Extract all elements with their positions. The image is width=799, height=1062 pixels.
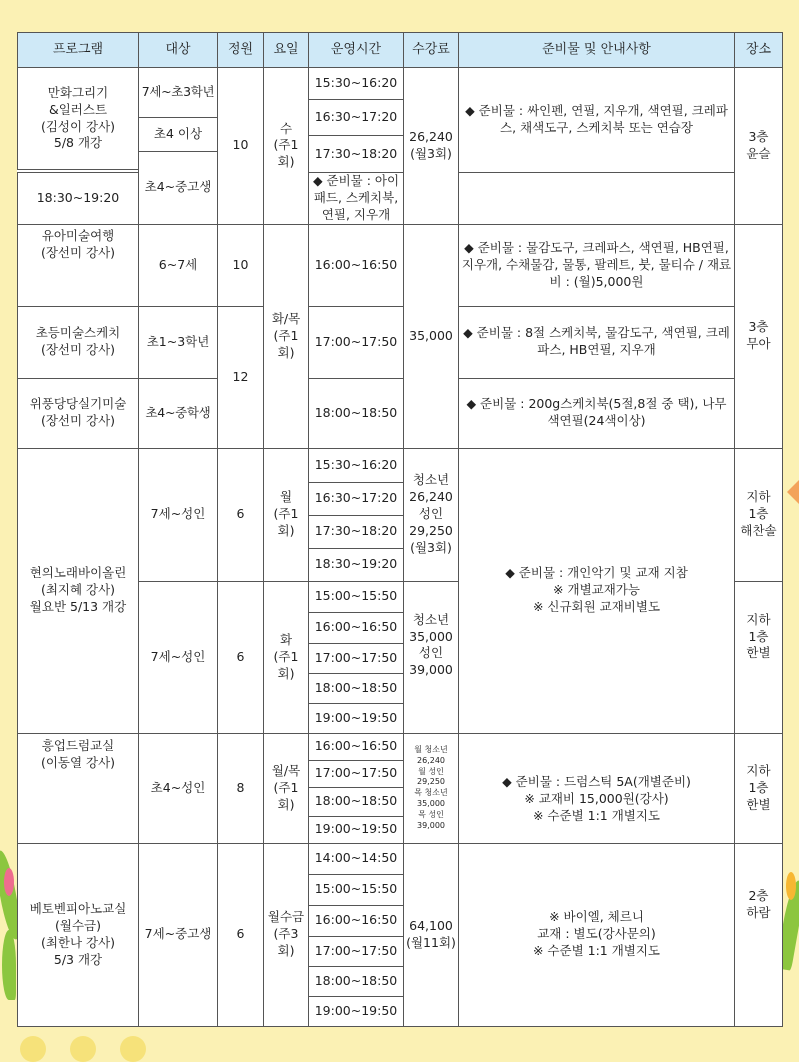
target: 6~7세 (139, 224, 218, 306)
header-notes: 준비물 및 안내사항 (459, 33, 735, 68)
header-program: 프로그램 (18, 33, 139, 68)
arrow-icon (787, 480, 799, 504)
header-target: 대상 (139, 33, 218, 68)
notes: ◆ 준비물 : 8절 스케치북, 물감도구, 색연필, 크레파스, HB연필, 지우개 (459, 306, 735, 378)
place: 3층 윤슬 (735, 68, 783, 225)
time-slot: 15:00~15:50 (309, 874, 404, 905)
target: 초1~3학년 (139, 306, 218, 378)
notes: ◆ 준비물 : 물감도구, 크레파스, 색연필, HB연필, 지우개, 수채물감, 물통, 팔레트, 붓, 물티슈 / 재료비 : (월)5,000원 (459, 224, 735, 306)
program-schedule-table (17, 32, 783, 1027)
target: 7세~성인 (139, 448, 218, 581)
place: 지하 1층 해찬솔 (735, 448, 783, 581)
flower-icon (786, 872, 796, 900)
days: 월/목 (주1회) (264, 733, 309, 843)
time-slot: 17:00~17:50 (309, 306, 404, 378)
time-slot: 18:30~19:20 (18, 173, 139, 225)
program-name: 현의노래바이올린 (최지혜 강사) 월요반 5/13 개강 (18, 448, 139, 733)
place: 지하 1층 한별 (735, 581, 783, 733)
table-row (18, 306, 783, 378)
header-capacity: 정원 (218, 33, 264, 68)
days: 화 (주1회) (264, 581, 309, 733)
note-line: ※ 수준별 1:1 개별지도 (532, 943, 661, 959)
time-slot: 17:30~18:20 (309, 515, 404, 548)
fee: 청소년 26,240 성인 29,250 (월3회) (404, 448, 459, 581)
program-name: 베토벤피아노교실 (월수금) (최한나 강사) 5/3 개강 (18, 843, 139, 1026)
notes (459, 733, 735, 843)
place: 지하 1층 한별 (735, 733, 783, 843)
program-name: 흥업드럼교실 (이동열 강사) (18, 733, 139, 843)
fee: 35,000 (404, 224, 459, 448)
program-name: 유아미술여행 (장선미 강사) (18, 224, 139, 306)
days: 화/목 (주1회) (264, 224, 309, 448)
time-slot: 17:00~17:50 (309, 643, 404, 673)
table-row (18, 68, 783, 100)
note-line: ※ 교재비 15,000원(강사) (524, 790, 669, 806)
capacity: 12 (218, 306, 264, 448)
leaf-icon (2, 930, 16, 1000)
table-row (18, 843, 783, 874)
time-slot: 16:00~16:50 (309, 224, 404, 306)
note-line: ◆ 준비물 : 개인악기 및 교재 지참 (505, 565, 688, 581)
time-slot: 15:30~16:20 (309, 68, 404, 100)
fee: 청소년 35,000 성인 39,000 (404, 581, 459, 733)
time-slot: 16:00~16:50 (309, 905, 404, 936)
time-slot: 18:00~18:50 (309, 673, 404, 703)
header-place: 장소 (735, 33, 783, 68)
notes: ◆ 준비물 : 싸인펜, 연필, 지우개, 색연필, 크레파스, 채색도구, 스케치북 또는 연습장 (459, 68, 735, 173)
target: 초4~중고생 (139, 152, 218, 225)
table-row (18, 173, 783, 199)
notes (459, 843, 735, 1026)
capacity: 8 (218, 733, 264, 843)
table-row (18, 224, 783, 306)
place: 3층 무아 (735, 224, 783, 448)
notes: ◆ 준비물 : 200g스케치북(5절,8절 중 택), 나무 색연필(24색이상) (459, 378, 735, 448)
program-name: 위풍당당실기미술 (장선미 강사) (18, 378, 139, 448)
time-slot: 18:00~18:50 (309, 787, 404, 816)
time-slot: 17:00~17:50 (309, 936, 404, 966)
note-line: ※ 수준별 1:1 개별지도 (532, 807, 661, 823)
time-slot: 18:30~19:20 (309, 548, 404, 581)
time-slot: 19:00~19:50 (309, 703, 404, 733)
days: 수 (주1회) (264, 68, 309, 225)
time-slot: 17:30~18:20 (309, 136, 404, 173)
days: 월수금 (주3회) (264, 843, 309, 1026)
time-slot: 15:00~15:50 (309, 581, 404, 612)
target: 7세~성인 (139, 581, 218, 733)
note-line: ◆ 준비물 : 드럼스틱 5A(개별준비) (502, 773, 691, 789)
note-line: 교재 : 별도(강사문의) (537, 926, 656, 942)
header-days: 요일 (264, 33, 309, 68)
fee: 64,100 (월11회) (404, 843, 459, 1026)
note-line: ※ 개별교재가능 (553, 582, 640, 598)
notes (459, 448, 735, 733)
time-slot: 16:00~16:50 (309, 612, 404, 643)
target: 7세~초3학년 (139, 68, 218, 118)
days: 월 (주1회) (264, 448, 309, 581)
time-slot: 16:30~17:20 (309, 482, 404, 515)
table-row (18, 733, 783, 760)
program-name: 만화그리기 &일러스트 (김성이 강사) 5/8 개강 (18, 68, 139, 170)
time-slot: 16:30~17:20 (309, 100, 404, 136)
capacity: 6 (218, 843, 264, 1026)
time-slot: 14:00~14:50 (309, 843, 404, 874)
capacity: 6 (218, 448, 264, 581)
header-time: 운영시간 (309, 33, 404, 68)
table-row (18, 378, 783, 448)
note-line: ※ 바이엘, 체르니 (549, 909, 644, 925)
target: 초4~중학생 (139, 378, 218, 448)
table-row (18, 448, 783, 482)
header-fee: 수강료 (404, 33, 459, 68)
time-slot: 18:00~18:50 (309, 966, 404, 996)
time-slot: 15:30~16:20 (309, 448, 404, 482)
time-slot: 19:00~19:50 (309, 816, 404, 843)
target: 초4~성인 (139, 733, 218, 843)
place: 2층 하람 (735, 843, 783, 1026)
flower-icon (4, 868, 14, 896)
capacity: 10 (218, 68, 264, 225)
program-name: 초등미술스케치 (장선미 강사) (18, 306, 139, 378)
note-line: ※ 신규회원 교재비별도 (532, 599, 661, 615)
time-slot: 16:00~16:50 (309, 733, 404, 760)
capacity: 6 (218, 581, 264, 733)
time-slot: 17:00~17:50 (309, 760, 404, 787)
time-slot: 19:00~19:50 (309, 996, 404, 1026)
notes: ◆ 준비물 : 아이패드, 스케치북, 연필, 지우개 (309, 173, 404, 225)
target: 7세~중고생 (139, 843, 218, 1026)
target: 초4 이상 (139, 118, 218, 152)
capacity: 10 (218, 224, 264, 306)
time-slot: 18:00~18:50 (309, 378, 404, 448)
fee: 26,240 (월3회) (404, 68, 459, 225)
table-header-row (18, 33, 783, 68)
fee: 월 청소년 26,240 월 성인 29,250 목 청소년 35,000 목 성인 39,000 (404, 733, 459, 843)
